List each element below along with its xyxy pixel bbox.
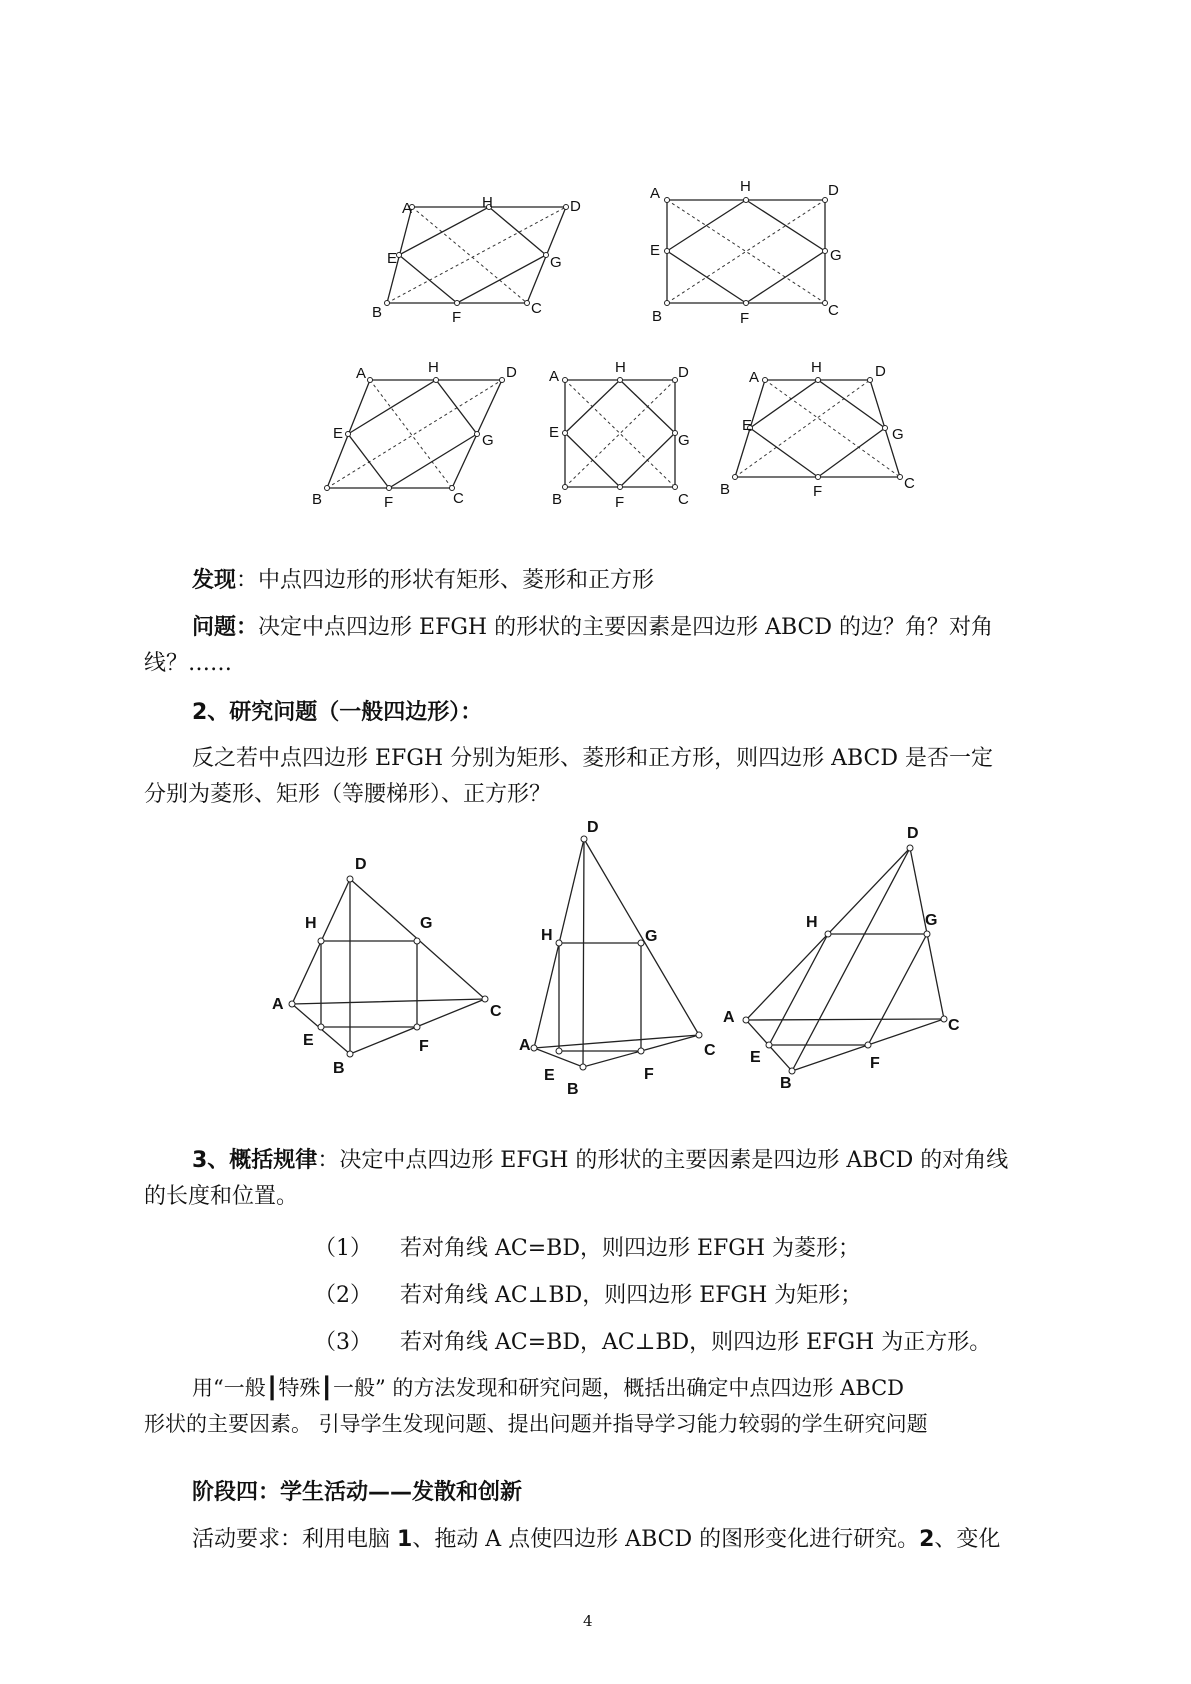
question-line-2: 线？……: [144, 651, 233, 676]
label-h: H: [541, 927, 553, 944]
rule-3-number: （3）: [314, 1330, 372, 1355]
figure-rhombus: [310, 355, 520, 515]
label-h: H: [482, 194, 493, 211]
label-b: B: [552, 491, 563, 508]
figure-square: [540, 355, 700, 515]
label-c: C: [904, 475, 915, 492]
label-e: E: [650, 242, 661, 259]
label-c: C: [531, 300, 542, 317]
label-b: B: [372, 304, 383, 321]
label-d: D: [678, 364, 689, 381]
label-g: G: [645, 928, 658, 945]
converse-line-1: 反之若中点四边形 EFGH 分别为矩形、菱形和正方形，则四边形 ABCD 是否一定: [192, 746, 993, 771]
label-a: A: [272, 996, 284, 1013]
label-d: D: [828, 182, 839, 199]
figure-parallelogram-1: [370, 180, 590, 326]
label-g: G: [678, 432, 690, 449]
rule-1: [314, 1231, 860, 1262]
section-3-line-2: 的长度和位置。: [144, 1184, 299, 1209]
label-d: D: [570, 198, 581, 215]
label-f: F: [419, 1038, 429, 1055]
label-e: E: [742, 417, 753, 434]
question-line-1: [192, 610, 993, 646]
label-f: F: [384, 494, 394, 511]
label-d: D: [907, 825, 919, 842]
activity-step-1: 1: [397, 1527, 413, 1552]
label-e: E: [333, 425, 344, 442]
label-d: D: [506, 364, 517, 381]
rule-2-text: 若对角线 AC⊥BD，则四边形 EFGH 为矩形；: [400, 1283, 863, 1308]
label-a: A: [402, 200, 413, 217]
label-f: F: [644, 1066, 654, 1083]
activity-paragraph: [192, 1522, 1000, 1558]
label-g: G: [550, 254, 562, 271]
label-f: F: [615, 494, 625, 511]
method-line-1: 用“一般┃特殊┃一般” 的方法发现和研究问题，概括出确定中点四边形 ABCD: [192, 1376, 904, 1400]
label-d: D: [875, 363, 886, 380]
label-e: E: [387, 250, 398, 267]
label-a: A: [356, 365, 367, 382]
label-h: H: [428, 359, 439, 376]
label-a: A: [723, 1009, 735, 1026]
figure-general-quad-3: [710, 815, 960, 1092]
label-c: C: [453, 490, 464, 507]
label-e: E: [544, 1067, 555, 1084]
label-f: F: [813, 483, 823, 500]
label-c: C: [828, 302, 839, 319]
label-d: D: [355, 856, 367, 873]
rule-1-text: 若对角线 AC=BD，则四边形 EFGH 为菱形；: [400, 1236, 861, 1261]
label-a: A: [549, 368, 560, 385]
stage-4-heading: 阶段四：学生活动——发散和创新: [192, 1480, 523, 1505]
discovery-paragraph: [192, 563, 654, 599]
activity-text: 活动要求：利用电脑: [192, 1527, 397, 1552]
question-text: 决定中点四边形 EFGH 的形状的主要因素是四边形 ABCD 的边？角？对角: [258, 615, 994, 640]
activity-step-2: 2: [919, 1527, 935, 1552]
label-b: B: [567, 1081, 579, 1098]
label-h: H: [305, 915, 317, 932]
label-g: G: [420, 915, 433, 932]
label-e: E: [303, 1032, 314, 1049]
section-3-text: ：决定中点四边形 EFGH 的形状的主要因素是四边形 ABCD 的对角线: [317, 1148, 1009, 1173]
label-e: E: [750, 1049, 761, 1066]
label-c: C: [490, 1003, 502, 1020]
question-label: 问题：: [192, 615, 259, 640]
rule-1-number: （1）: [314, 1236, 372, 1261]
rule-3-text: 若对角线 AC=BD，AC⊥BD，则四边形 EFGH 为正方形。: [400, 1330, 992, 1355]
page-number: 4: [583, 1612, 593, 1630]
label-h: H: [740, 178, 751, 195]
figure-general-quad-1: [270, 845, 510, 1075]
label-e: E: [549, 424, 560, 441]
activity-mid: 、拖动 A 点使四边形 ABCD 的图形变化进行研究。: [412, 1527, 920, 1552]
section-3-line-1: [192, 1143, 1008, 1179]
label-g: G: [482, 432, 494, 449]
discovery-label: 发现: [192, 568, 237, 593]
rule-2: [314, 1278, 862, 1309]
label-h: H: [615, 359, 626, 376]
label-b: B: [312, 491, 323, 508]
label-f: F: [452, 309, 462, 326]
label-g: G: [925, 912, 938, 929]
label-h: H: [811, 359, 822, 376]
label-g: G: [892, 426, 904, 443]
section-2-heading: 2、研究问题（一般四边形）：: [192, 700, 483, 725]
method-line-2: 形状的主要因素。 引导学生发现问题、提出问题并指导学习能力较弱的学生研究问题: [144, 1412, 928, 1436]
label-f: F: [870, 1055, 880, 1072]
rule-2-number: （2）: [314, 1283, 372, 1308]
label-c: C: [704, 1042, 716, 1059]
label-d: D: [587, 819, 599, 836]
label-b: B: [720, 481, 731, 498]
section-3-label: 3、概括规律: [192, 1148, 318, 1173]
discovery-text: ：中点四边形的形状有矩形、菱形和正方形: [236, 568, 655, 593]
figure-general-quad-2: [510, 815, 725, 1098]
label-h: H: [806, 914, 818, 931]
figure-rectangle: [640, 175, 850, 325]
label-b: B: [780, 1075, 792, 1092]
label-a: A: [749, 369, 760, 386]
label-b: B: [652, 308, 663, 325]
label-a: A: [519, 1037, 531, 1054]
label-c: C: [678, 491, 689, 508]
converse-line-2: 分别为菱形、矩形（等腰梯形）、正方形？: [144, 782, 552, 807]
activity-end: 、变化: [934, 1527, 1001, 1552]
figure-isosceles-trapezoid: [720, 355, 930, 510]
label-b: B: [333, 1060, 345, 1077]
label-g: G: [830, 247, 842, 264]
label-c: C: [948, 1017, 960, 1034]
rule-3: [314, 1325, 991, 1356]
label-f: F: [740, 310, 750, 327]
label-a: A: [650, 185, 661, 202]
